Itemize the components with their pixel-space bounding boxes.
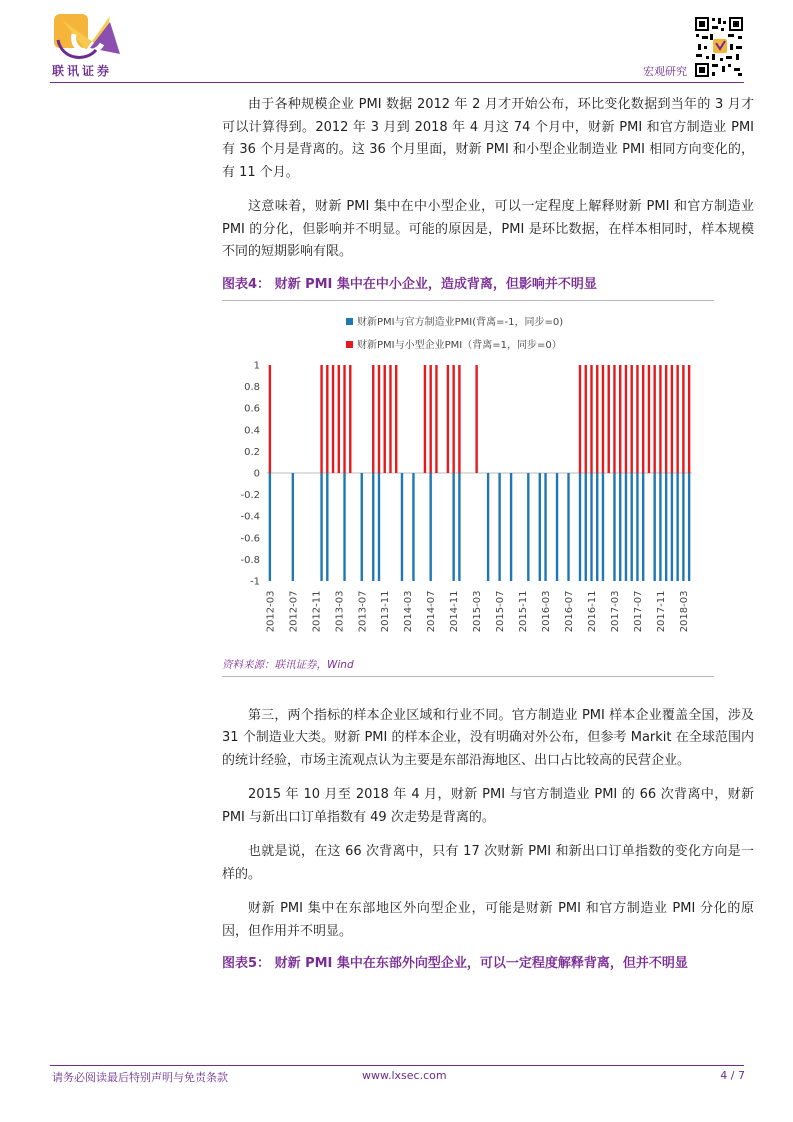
y-tick-label: -1: [250, 576, 260, 587]
x-tick-label: 2016-07: [564, 590, 576, 632]
bar-blue-series: [665, 473, 667, 581]
section-label: 宏观研究: [643, 65, 687, 78]
legend-label-red: 财新PMI与小型企业PMI（背离=1，同步=0）: [357, 339, 562, 351]
bar-red-series: [585, 365, 587, 473]
paragraph: 2015 年 10 月至 2018 年 4 月，财新 PMI 与官方制造业 PMI 的 66 次背离中，财新 PMI 与新出口订单指数有 49 次走势是背离的。: [222, 787, 754, 825]
bar-red-series: [613, 365, 615, 473]
bar-red-series: [269, 365, 271, 473]
bar-blue-series: [556, 473, 558, 581]
x-tick-label: 2016-11: [586, 590, 598, 632]
qr-code-icon: [694, 16, 744, 78]
bar-blue-series: [625, 473, 627, 581]
bar-blue-series: [326, 473, 328, 581]
y-axis: [240, 360, 260, 587]
bar-blue-series: [590, 473, 592, 581]
bar-blue-series: [498, 473, 500, 581]
bar-blue-series: [544, 473, 546, 581]
bar-red-series: [475, 365, 477, 473]
bar-red-series: [682, 365, 684, 473]
bar-red-series: [447, 365, 449, 473]
bar-red-series: [642, 365, 644, 473]
bar-blue-series: [412, 473, 414, 581]
y-tick-label: 0.4: [244, 424, 260, 436]
legend-swatch-blue: [346, 318, 353, 325]
bar-blue-series: [539, 473, 541, 581]
paragraph: 第三，两个指标的样本企业区域和行业不同。官方制造业 PMI 样本企业覆盖全国，涉及 31 个制造业大类。财新 PMI 的样本企业，没有明确对外公布，但参考 Markit 在全球范围内的统计经验，市场主流观点认为主要是东部沿海地区、出口占比较高的民营企业。: [222, 707, 754, 768]
page-header: [0, 0, 793, 90]
x-tick-label: 2014-11: [449, 590, 461, 632]
legend-swatch-red: [346, 341, 353, 348]
bar-red-series: [384, 365, 386, 473]
paragraph: 由于各种规模企业 PMI 数据 2012 年 2 月才开始公布，环比变化数据到当年的 3 月才可以计算得到。2012 年 3 月到 2018 年 4 月这 74 个月中，财新 PMI 和官方制造业 PMI 有 36 个月是背离的。这 36 个月里面，财新 PMI 和小型企业制造业 PMI 相同方向变化的，有 11 个月。: [222, 97, 754, 180]
bar-blue-series: [361, 473, 363, 581]
header-divider: [50, 82, 744, 83]
figure-5-title: 图表5： 财新 PMI 集中在东部外向型企业，可以一定程度解释背离，但并不明显: [222, 956, 688, 971]
bar-red-series: [429, 365, 431, 473]
bar-red-series: [596, 365, 598, 473]
y-tick-label: -0.4: [240, 511, 260, 523]
bar-blue-series: [343, 473, 345, 581]
bar-blue-series: [636, 473, 638, 581]
bar-blue-series: [676, 473, 678, 581]
bar-red-series: [372, 365, 374, 473]
bar-red-series: [452, 365, 454, 473]
chart-legend: [346, 315, 563, 351]
bar-blue-series: [378, 473, 380, 581]
x-tick-label: 2013-11: [380, 590, 392, 632]
bar-red-series: [676, 365, 678, 473]
bar-red-series: [338, 365, 340, 473]
bar-blue-series: [613, 473, 615, 581]
bar-blue-series: [602, 473, 604, 581]
bar-blue-series: [671, 473, 673, 581]
x-tick-label: 2015-03: [472, 590, 484, 632]
bar-red-series: [671, 365, 673, 473]
x-tick-label: 2017-11: [655, 590, 667, 632]
bar-red-series: [648, 365, 650, 473]
y-tick-label: -0.2: [240, 489, 260, 501]
bar-red-series: [602, 365, 604, 473]
bar-red-series: [619, 365, 621, 473]
bar-blue-series: [682, 473, 684, 581]
bar-blue-series: [619, 473, 621, 581]
bar-blue-series: [527, 473, 529, 581]
figure-4-title: 图表4： 财新 PMI 集中在中小企业，造成背离，但影响并不明显: [222, 276, 597, 292]
y-tick-label: -0.8: [240, 554, 260, 566]
x-tick-label: 2016-03: [541, 590, 553, 632]
bar-chart: [222, 301, 714, 653]
x-tick-label: 2015-11: [518, 590, 530, 632]
x-tick-label: 2017-03: [609, 590, 621, 632]
logo-text: 联讯证券: [52, 64, 113, 78]
bar-blue-series: [320, 473, 322, 581]
bar-blue-series: [688, 473, 690, 581]
bar-red-series: [424, 365, 426, 473]
figure-4-source: 资料来源：联讯证券，Wind: [222, 658, 354, 671]
bar-blue-series: [642, 473, 644, 581]
x-tick-label: 2012-11: [311, 590, 323, 632]
bar-red-series: [625, 365, 627, 473]
paragraph: 也就是说，在这 66 次背离中，只有 17 次财新 PMI 和新出口订单指数的变化方向是一样的。: [222, 844, 754, 882]
y-tick-label: 1: [253, 360, 260, 371]
x-tick-label: 2013-07: [357, 590, 369, 632]
y-tick-label: -0.6: [240, 532, 260, 544]
bar-blue-series: [567, 473, 569, 581]
bar-blue-series: [372, 473, 374, 581]
y-tick-label: 0.6: [244, 403, 260, 415]
x-tick-label: 2014-03: [403, 590, 415, 632]
bar-red-series: [630, 365, 632, 473]
x-tick-label: 2014-07: [426, 590, 438, 632]
bar-blue-series: [596, 473, 598, 581]
bar-blue-series: [510, 473, 512, 581]
bar-red-series: [636, 365, 638, 473]
bar-red-series: [343, 365, 345, 473]
bar-red-series: [389, 365, 391, 473]
bar-blue-series: [269, 473, 271, 581]
bar-red-series: [608, 365, 610, 473]
bar-red-series: [326, 365, 328, 473]
x-axis: [265, 590, 690, 632]
bar-red-series: [579, 365, 581, 473]
bar-red-series: [590, 365, 592, 473]
bar-red-series: [332, 365, 334, 473]
footer-divider: [50, 1065, 744, 1066]
bar-red-series: [435, 365, 437, 473]
bar-blue-series: [292, 473, 294, 581]
bar-blue-series: [653, 473, 655, 581]
legend-label-blue: 财新PMI与官方制造业PMI(背离=-1，同步=0): [357, 316, 564, 328]
main-content: [222, 94, 754, 979]
footer-website-link[interactable]: www.lxsec.com: [362, 1069, 447, 1082]
y-tick-label: 0.8: [244, 381, 260, 393]
bar-red-series: [349, 365, 351, 473]
bar-blue-series: [630, 473, 632, 581]
x-tick-label: 2012-07: [288, 590, 300, 632]
bar-red-series: [320, 365, 322, 473]
paragraph: 财新 PMI 集中在东部地区外向型企业，可能是财新 PMI 和官方制造业 PMI 分化的原因，但作用并不明显。: [222, 901, 754, 939]
bar-red-series: [688, 365, 690, 473]
bar-blue-series: [401, 473, 403, 581]
bar-red-series: [659, 365, 661, 473]
bar-red-series: [653, 365, 655, 473]
y-tick-label: 0.2: [244, 446, 260, 458]
bar-blue-series: [579, 473, 581, 581]
x-tick-label: 2018-03: [678, 590, 690, 632]
bar-red-series: [395, 365, 397, 473]
bar-blue-series: [487, 473, 489, 581]
x-tick-label: 2013-03: [334, 590, 346, 632]
bar-blue-series: [452, 473, 454, 581]
bar-blue-series: [659, 473, 661, 581]
y-tick-label: 0: [253, 468, 260, 479]
bar-red-series: [665, 365, 667, 473]
bar-blue-series: [458, 473, 460, 581]
figure-4-chart: [222, 301, 714, 653]
bar-blue-series: [585, 473, 587, 581]
bar-red-series: [458, 365, 460, 473]
paragraph: 这意味着，财新 PMI 集中在中小型企业，可以一定程度上解释财新 PMI 和官方制造业 PMI 的分化，但影响并不明显。可能的原因是，PMI 是环比数据，在样本相同时，样本规模不同的短期影响有限。: [222, 199, 754, 259]
x-tick-label: 2012-03: [265, 590, 277, 632]
figure-4-bottom-rule: [222, 676, 714, 677]
page-number: 4 / 7: [720, 1069, 745, 1082]
footer-disclaimer: 请务必阅读最后特别声明与免责条款: [52, 1071, 228, 1084]
x-tick-label: 2015-07: [495, 590, 507, 632]
bar-blue-series: [429, 473, 431, 581]
x-tick-label: 2017-07: [632, 590, 644, 632]
bar-red-series: [378, 365, 380, 473]
